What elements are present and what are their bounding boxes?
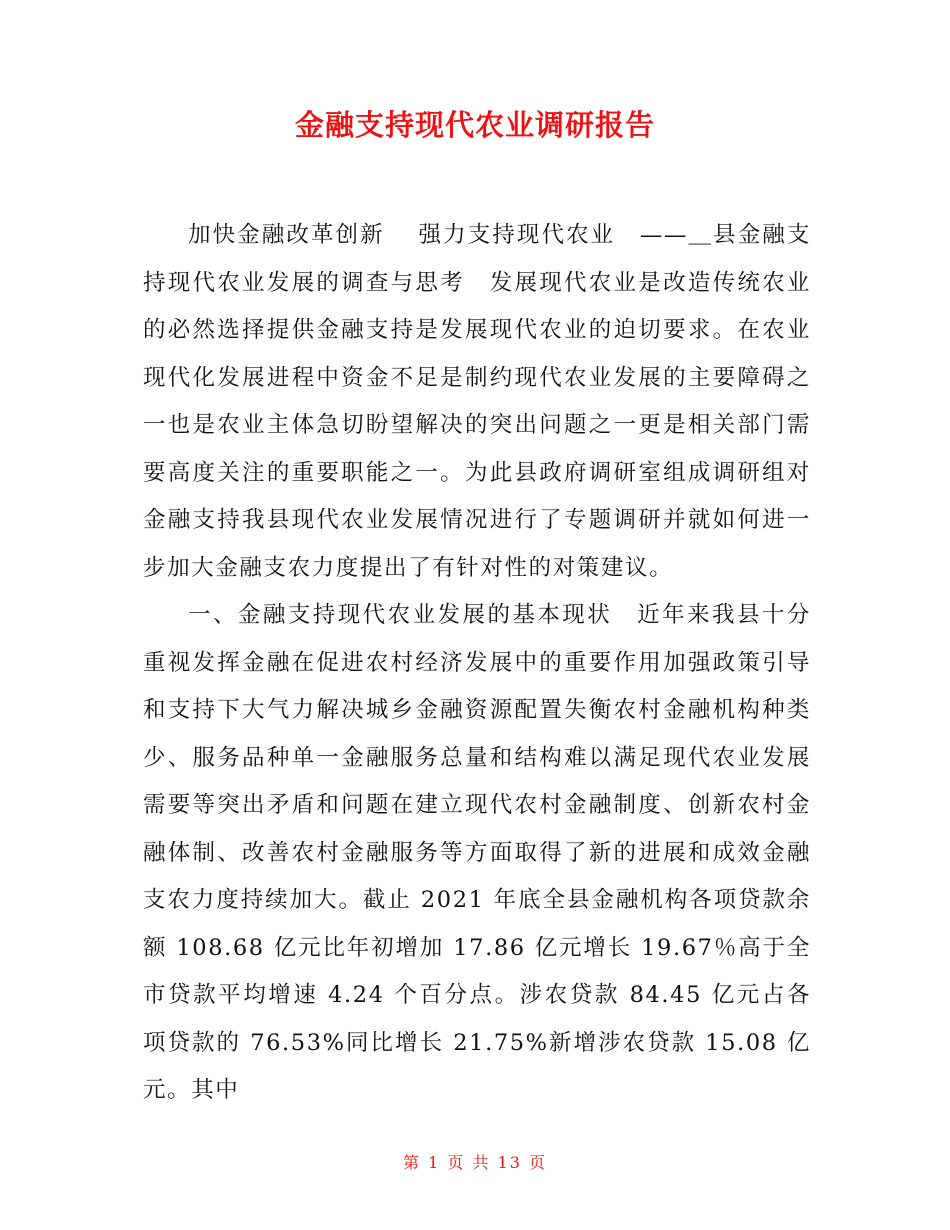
paragraph-intro: 加快金融改革创新 强力支持现代农业 ——＿县金融支持现代农业发展的调查与思考 发展现代农业是改造传统农业的必然选择提供金融支持是发展现代农业的迫切要求。在农业现代化发展进程中资金不足是制约现代农业发展的主要障碍之一也是农业主体急切盼望解决的突出问题之一更是相关部门需要高度关注的重要职能之一。为此县政府调研室组成调研组对金融支持我县现代农业发展情况进行了专题调研并就如何进一步加大金融支农力度提出了有针对性的对策建议。 (143, 222, 811, 581)
page-number-footer: 第 1 页 共 13 页 (403, 1153, 547, 1172)
document-body (143, 212, 811, 1115)
document-title: 金融支持现代农业调研报告 (294, 108, 655, 142)
paragraph-section-one: 一、金融支持现代农业发展的基本现状 近年来我县十分重视发挥金融在促进农村经济发展中的重要作用加强政策引导和支持下大气力解决城乡金融资源配置失衡农村金融机构种类少、服务品种单一金融服务总量和结构难以满足现代农业发展需要等突出矛盾和问题在建立现代农村金融制度、创新农村金融体制、改善农村金融服务等方面取得了新的进展和成效金融支农力度持续加大。截止 2021 年底全县金融机构各项贷款余额 108.68 亿元比年初增加 17.86 亿元增长 19.67％高于全市贷款平均增速 4.24 个百分点。涉农贷款 84.45 亿元占各项贷款的 76.53%同比增长 21.75%新增涉农贷款 15.08 亿元。其中 (143, 602, 811, 1103)
